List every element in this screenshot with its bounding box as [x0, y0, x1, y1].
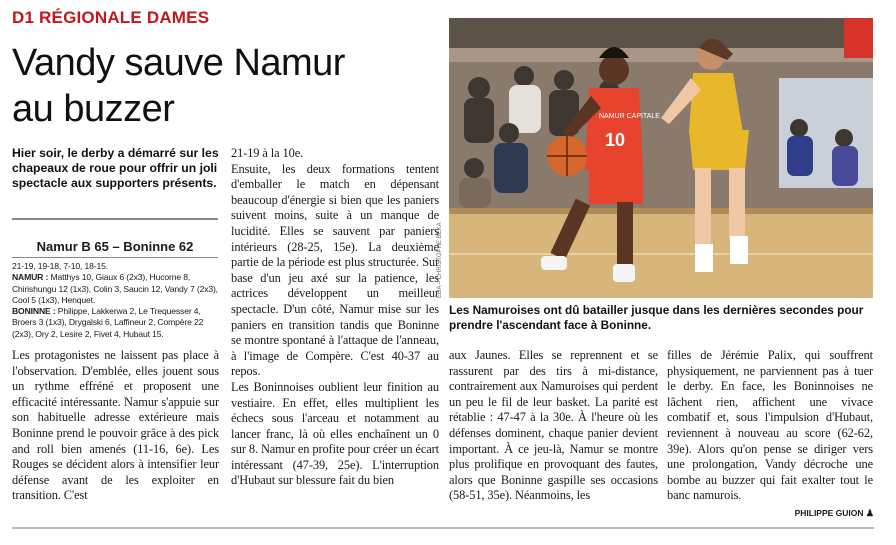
boninne-label: BONINNE :	[12, 306, 56, 317]
author-name: PHILIPPE GUION	[794, 508, 864, 518]
body-column-3	[449, 348, 658, 504]
body-paragraph: filles de Jérémie Palix, qui souffrent physiquement, ne parviennent pas à tuer le derby. En face, les Boninnoises ne lâchent rien, affichent une vivace combatif et, sous l'impulsion d'Hubaut, reviennent à nouveau au score (62-62, 39e). Alors qu'on pense se diriger vers une prolongation, Vandy décroche une bombe au buzzer qui fait exalter tout le banc namurois.	[667, 348, 873, 503]
article-photo	[449, 18, 873, 298]
bottom-rule	[12, 527, 874, 529]
scorebox-quarters: 21-19, 19-18, 7-10, 18-15.	[12, 261, 108, 271]
body-paragraph: Les Boninnoises oublient leur finition au vestiaire. En effet, elles multiplient les échecs sous l'arceau et notamment au lancer franc, là où elles enchaînent un 0 sur 8. Namur en profite pour créer un écart intéressant (47-39, 25e). L'interruption d'Hubaut sur blessure fait du bien	[231, 379, 439, 488]
photo-credit: ÉDA – CHRISTOPHE BEKA	[437, 222, 443, 298]
scorebox-namur	[12, 272, 218, 306]
scorebox-boninne	[12, 306, 218, 340]
scorebox-details	[12, 261, 218, 340]
body-paragraph: 21-19 à la 10e.	[231, 146, 304, 160]
body-column-4	[667, 348, 873, 504]
headline-line-2: au buzzer	[12, 88, 175, 130]
jersey-number: 10	[605, 130, 626, 150]
body-paragraph: Les protagonistes ne laissent pas place à l'observation. D'emblée, elles jouent sous un rythme effréné et proposent une efficacité intéressante. Namur s'appuie sur son habituelle adresse extérieure mais Boninne prend le pouvoir grâce à des pick and roll bien amenés (11-16, 6e). Les Rouges se décident alors à intensifier leur défense avant de les exploiter en transition. C'est	[12, 348, 219, 503]
article-headline	[12, 40, 432, 132]
headline-line-1: Vandy sauve Namur	[12, 42, 345, 84]
jersey-text: NAMUR CAPITALE	[599, 113, 660, 120]
body-paragraph: aux Jaunes. Elles se reprennent et se rassurent par des tirs à mi-distance, contrairement aux Namuroises qui perdent un peu le fil de leur basket. La parité est rétablie : 47-47 à la 30e. À l'heure où les défenses dominent, chaque panier devient important. À ce jeu-là, Namur se montre plus prolifique en provoquant des fautes, alors que Boninne gaspille ses occasions (58-51, 35e). Néanmoins, les	[449, 348, 658, 503]
article-lead: Hier soir, le derby a démarré sur les chapeaux de roue pour offrir un joli spectacle aux supporters présents.	[12, 146, 219, 190]
body-column-2	[231, 146, 439, 489]
byline	[740, 508, 874, 519]
section-kicker: D1 RÉGIONALE DAMES	[12, 8, 210, 27]
scorebox-title: Namur B 65 – Boninne 62	[36, 239, 194, 254]
body-column-1	[12, 348, 219, 504]
boninne-players: Philippe, Lakkerwa 2, Le Trequesser 4, Broers 3 (1x3), Drygalski 6, Laffineur 2, Compère 22 (2x3), Ory 2, Lesire 2, Fivet 4, Hubaut 15.	[12, 306, 204, 339]
body-paragraph: Ensuite, les deux formations tentent d'emballer le match en dépensant beaucoup d'énergie si bien que les paniers suivent moins, suite à un manque de lucidité. Elles se sauvent par paniers intérieurs (28-25, 15e). La deuxième partie de la période est plus structurée. Sur base d'un jeu axé sur la patience, les actrices développent un meilleur spectacle. D'un côté, Namur mise sur les paniers en transition tandis que Boninne se montre spontané à l'attaque de l'anneau, à l'image de Compère. C'est 40-37 au repos.	[231, 161, 439, 379]
photo-caption: Les Namuroises ont dû batailler jusque dans les dernières secondes pour prendre l'ascendant face à Boninne.	[449, 303, 864, 332]
scorebox-divider	[12, 257, 218, 258]
basketball-photo-illustration	[449, 18, 873, 298]
scorebox-top-rule	[12, 218, 218, 220]
namur-label: NAMUR :	[12, 272, 49, 283]
person-icon: ♟	[865, 508, 874, 518]
namur-players: Matthys 10, Giaux 6 (2x3), Hucorne 8, Chirishungu 12 (1x3), Colin 3, Saucin 12, Vandy 7 (2x3), Cool 5 (1x3), Henquet.	[12, 272, 218, 305]
